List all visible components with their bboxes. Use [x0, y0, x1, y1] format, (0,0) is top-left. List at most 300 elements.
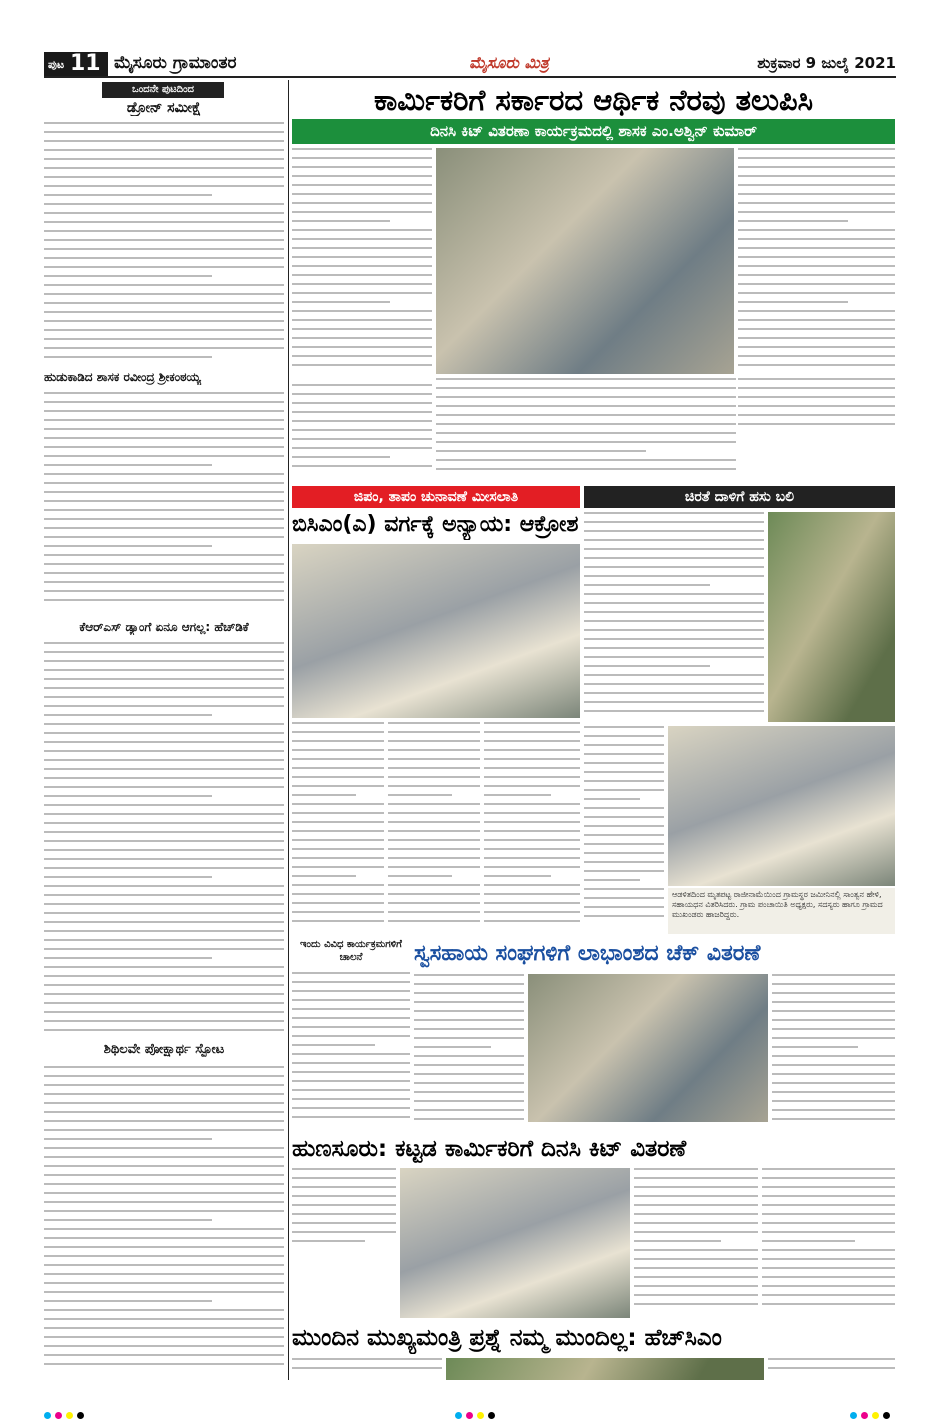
- text-line: [634, 1213, 758, 1215]
- kicker-bar: ಜಿಪಂ, ತಾಪಂ ಚುನಾವಣೆ ಮೀಸಲಾತಿ: [292, 486, 580, 508]
- text-line: [292, 749, 384, 751]
- subheadline-bar: ದಿನಸಿ ಕಿಟ್ ವಿತರಣಾ ಕಾರ್ಯಕ್ರಮದಲ್ಲಿ ಶಾಸಕ ಎಂ.ಅಶ್ವಿನ್ ಕುಮಾರ್: [292, 119, 895, 144]
- text-line: [484, 884, 580, 886]
- text-line: [292, 157, 432, 159]
- text-line: [292, 981, 410, 983]
- text-line: [44, 401, 284, 403]
- text-line: [762, 1213, 895, 1215]
- text-line: [292, 857, 384, 859]
- text-line: [44, 1011, 284, 1013]
- text-line: [584, 674, 764, 676]
- continued-label: ಒಂದನೇ ಪುಟದಿಂದ: [102, 82, 224, 98]
- text-line: [388, 902, 480, 904]
- text-line: [292, 229, 432, 231]
- text-line: [762, 1186, 895, 1188]
- text-line: [484, 875, 551, 877]
- text-line: [436, 432, 736, 434]
- news-photo: [446, 1358, 764, 1380]
- text-line: [44, 1219, 212, 1221]
- text-line: [414, 1091, 524, 1093]
- text-line: [388, 776, 480, 778]
- article-body: [738, 148, 895, 374]
- text-line: [292, 1062, 410, 1064]
- text-line: [44, 786, 284, 788]
- text-line: [292, 429, 432, 431]
- text-line: [634, 1303, 758, 1305]
- text-line: [738, 301, 848, 303]
- text-line: [44, 1120, 284, 1122]
- text-line: [762, 1240, 855, 1242]
- text-line: [292, 767, 384, 769]
- photo-caption: ಆಡಳಿತದಿಂದ ಮೃತಪಟ್ಟ ರಾಜೀನಾಮೆಯಿಂದ ಗ್ರಾಮಸ್ಥರ ಜಮೀನಿನಲ್ಲಿ ಸಾಂತ್ವನ ಹೇಳಿ, ಸಹಾಯಧನ ವಿತರಿಸಿದರು. ಗ್ರಾಮ ಪಂಚಾಯಿತಿ ಅಧ್ಯಕ್ಷರು, ಸದಸ್ಯರು ಹಾಗೂ ಗ್ರಾಮದ ಮುಖಂಡರು ಹಾಜರಿದ್ದರು.: [668, 888, 895, 934]
- text-line: [44, 840, 284, 842]
- text-line: [44, 545, 212, 547]
- article-body: [292, 972, 410, 1130]
- text-line: [484, 902, 580, 904]
- text-line: [772, 1073, 895, 1075]
- text-line: [292, 393, 432, 395]
- text-line: [44, 732, 284, 734]
- registration-marks: [850, 1404, 930, 1414]
- article-body: [738, 378, 895, 438]
- text-line: [584, 701, 764, 703]
- text-line: [584, 557, 764, 559]
- text-line: [738, 346, 895, 348]
- text-line: [738, 229, 895, 231]
- text-line: [738, 328, 895, 330]
- text-line: [584, 602, 764, 604]
- news-photo: [768, 512, 895, 722]
- black-dot: [883, 1412, 890, 1419]
- text-line: [44, 1354, 284, 1356]
- text-line: [292, 328, 432, 330]
- magenta-dot: [55, 1412, 62, 1419]
- text-line: [44, 1327, 284, 1329]
- text-line: [44, 1300, 212, 1302]
- text-line: [484, 731, 580, 733]
- text-line: [762, 1267, 895, 1269]
- yellow-dot: [872, 1412, 879, 1419]
- cyan-dot: [455, 1412, 462, 1419]
- text-line: [44, 1246, 284, 1248]
- text-line: [388, 839, 480, 841]
- text-line: [388, 740, 480, 742]
- text-line: [44, 831, 284, 833]
- text-line: [436, 468, 736, 470]
- article-body: [292, 384, 432, 480]
- text-line: [634, 1204, 758, 1206]
- text-line: [484, 758, 580, 760]
- text-line: [484, 722, 580, 724]
- text-line: [44, 1318, 284, 1320]
- text-line: [414, 1064, 524, 1066]
- text-line: [436, 459, 736, 461]
- text-line: [738, 319, 895, 321]
- text-line: [44, 768, 284, 770]
- text-line: [292, 447, 432, 449]
- text-line: [388, 803, 480, 805]
- text-line: [772, 1064, 895, 1066]
- text-line: [414, 1010, 524, 1012]
- text-line: [738, 211, 895, 213]
- text-line: [584, 647, 764, 649]
- article-body: [584, 726, 664, 930]
- article-body: [44, 392, 284, 614]
- text-line: [44, 804, 284, 806]
- text-line: [44, 777, 284, 779]
- text-line: [292, 776, 384, 778]
- kicker-bar: ಚಿರತೆ ದಾಳಿಗೆ ಹಸು ಬಲಿ: [584, 486, 895, 508]
- text-line: [292, 1168, 396, 1170]
- text-line: [44, 642, 284, 644]
- text-line: [414, 1118, 524, 1120]
- text-line: [738, 148, 895, 150]
- text-line: [762, 1204, 895, 1206]
- column-divider: [288, 80, 289, 1380]
- text-line: [44, 993, 284, 995]
- article-body: [584, 512, 764, 722]
- text-line: [44, 894, 284, 896]
- page-number-box: [44, 52, 108, 76]
- text-line: [44, 527, 284, 529]
- text-line: [634, 1294, 758, 1296]
- text-line: [584, 870, 664, 872]
- text-line: [44, 176, 284, 178]
- text-line: [772, 974, 895, 976]
- text-line: [44, 203, 284, 205]
- text-line: [44, 1309, 284, 1311]
- text-line: [44, 275, 212, 277]
- text-line: [44, 392, 284, 394]
- text-line: [634, 1195, 758, 1197]
- text-line: [44, 1291, 284, 1293]
- text-line: [738, 220, 848, 222]
- text-line: [44, 1066, 284, 1068]
- text-line: [44, 948, 284, 950]
- text-line: [772, 1001, 895, 1003]
- text-line: [44, 122, 284, 124]
- text-line: [292, 920, 384, 922]
- text-line: [44, 1336, 284, 1338]
- text-line: [388, 875, 452, 877]
- text-line: [584, 798, 640, 800]
- text-line: [292, 1017, 410, 1019]
- text-line: [388, 722, 480, 724]
- text-line: [584, 726, 664, 728]
- text-line: [292, 999, 410, 1001]
- text-line: [44, 239, 284, 241]
- text-line: [44, 320, 284, 322]
- black-dot: [488, 1412, 495, 1419]
- text-line: [44, 356, 212, 358]
- cyan-dot: [850, 1412, 857, 1419]
- text-line: [762, 1303, 895, 1305]
- text-line: [44, 500, 284, 502]
- text-line: [44, 221, 284, 223]
- text-line: [292, 438, 432, 440]
- text-line: [44, 885, 284, 887]
- text-line: [44, 984, 284, 986]
- text-line: [772, 1100, 895, 1102]
- text-line: [772, 983, 895, 985]
- article-body: [292, 1168, 396, 1250]
- text-line: [772, 1082, 895, 1084]
- text-line: [44, 158, 284, 160]
- text-line: [292, 247, 432, 249]
- text-line: [44, 660, 284, 662]
- text-line: [292, 1240, 365, 1242]
- text-line: [292, 1186, 396, 1188]
- text-line: [292, 866, 384, 868]
- news-photo: [436, 148, 734, 374]
- text-line: [634, 1258, 758, 1260]
- text-line: [44, 482, 284, 484]
- left-column: [44, 80, 284, 1380]
- text-line: [634, 1285, 758, 1287]
- text-line: [292, 337, 432, 339]
- text-line: [292, 283, 432, 285]
- text-line: [292, 355, 432, 357]
- text-line: [584, 897, 664, 899]
- text-line: [738, 202, 895, 204]
- text-line: [584, 879, 640, 881]
- text-line: [584, 656, 764, 658]
- text-line: [44, 876, 212, 878]
- text-line: [44, 293, 284, 295]
- text-line: [44, 723, 284, 725]
- article-body: [388, 722, 480, 934]
- black-dot: [77, 1412, 84, 1419]
- text-line: [292, 731, 384, 733]
- text-line: [292, 1231, 396, 1233]
- text-line: [762, 1249, 895, 1251]
- text-line: [292, 884, 384, 886]
- text-line: [484, 821, 580, 823]
- text-line: [634, 1231, 758, 1233]
- text-line: [388, 731, 480, 733]
- text-line: [634, 1276, 758, 1278]
- text-line: [738, 238, 895, 240]
- article-body: [292, 148, 432, 380]
- text-line: [44, 140, 284, 142]
- text-line: [762, 1177, 895, 1179]
- text-line: [44, 563, 284, 565]
- text-line: [414, 1037, 524, 1039]
- text-line: [772, 1046, 858, 1048]
- text-line: [292, 402, 432, 404]
- article-body: [772, 974, 895, 1130]
- text-line: [292, 238, 432, 240]
- text-line: [584, 548, 764, 550]
- text-line: [44, 185, 284, 187]
- text-line: [414, 1046, 491, 1048]
- text-line: [292, 1107, 410, 1109]
- text-line: [584, 629, 764, 631]
- text-line: [414, 1028, 524, 1030]
- text-line: [292, 456, 390, 458]
- text-line: [436, 450, 646, 452]
- text-line: [44, 230, 284, 232]
- text-line: [484, 767, 580, 769]
- text-line: [44, 714, 212, 716]
- text-line: [584, 539, 764, 541]
- text-line: [44, 1228, 284, 1230]
- text-line: [44, 302, 284, 304]
- text-line: [772, 1055, 895, 1057]
- text-line: [292, 758, 384, 760]
- text-line: [44, 696, 284, 698]
- text-line: [738, 193, 895, 195]
- text-line: [44, 912, 284, 914]
- text-line: [584, 807, 664, 809]
- headline: ಹುಣಸೂರು: ಕಟ್ಟಡ ಕಾರ್ಮಿಕರಿಗೆ ದಿನಸಿ ಕಿಟ್ ವಿತರಣೆ: [292, 1136, 687, 1162]
- text-line: [772, 992, 895, 994]
- text-line: [414, 1100, 524, 1102]
- text-line: [292, 1195, 396, 1197]
- text-line: [414, 1019, 524, 1021]
- text-line: [584, 665, 710, 667]
- text-line: [634, 1177, 758, 1179]
- text-line: [292, 1098, 410, 1100]
- text-line: [738, 175, 895, 177]
- text-line: [584, 593, 764, 595]
- text-line: [44, 1363, 284, 1365]
- text-line: [44, 167, 284, 169]
- text-line: [584, 762, 664, 764]
- text-line: [738, 283, 895, 285]
- text-line: [292, 1204, 396, 1206]
- text-line: [44, 1075, 284, 1077]
- text-line: [44, 1282, 284, 1284]
- text-line: [584, 735, 664, 737]
- text-line: [292, 1044, 375, 1046]
- text-line: [584, 834, 664, 836]
- text-line: [738, 364, 895, 366]
- text-line: [414, 1082, 524, 1084]
- text-line: [44, 669, 284, 671]
- text-line: [44, 1084, 284, 1086]
- text-line: [388, 749, 480, 751]
- text-line: [292, 211, 432, 213]
- text-line: [762, 1294, 895, 1296]
- text-line: [292, 812, 384, 814]
- news-photo: [668, 726, 895, 886]
- text-line: [292, 411, 432, 413]
- text-line: [738, 292, 895, 294]
- text-line: [292, 184, 432, 186]
- text-line: [484, 794, 551, 796]
- text-line: [292, 310, 432, 312]
- text-line: [484, 911, 580, 913]
- text-line: [634, 1249, 758, 1251]
- cyan-dot: [44, 1412, 51, 1419]
- text-line: [44, 311, 284, 313]
- text-line: [44, 1210, 284, 1212]
- text-line: [414, 1001, 524, 1003]
- masthead: ಮೈಸೂರು ಮಿತ್ರ: [469, 53, 549, 72]
- text-line: [44, 284, 284, 286]
- text-line: [292, 1008, 410, 1010]
- text-line: [584, 575, 764, 577]
- text-line: [44, 536, 284, 538]
- text-line: [388, 758, 480, 760]
- text-line: [44, 1029, 284, 1031]
- text-line: [292, 722, 384, 724]
- text-line: [292, 740, 384, 742]
- text-line: [44, 1165, 284, 1167]
- text-line: [484, 920, 580, 922]
- text-line: [634, 1222, 758, 1224]
- text-line: [584, 584, 710, 586]
- text-line: [584, 816, 664, 818]
- text-line: [44, 266, 284, 268]
- text-line: [292, 1213, 396, 1215]
- text-line: [772, 1037, 895, 1039]
- text-line: [44, 131, 284, 133]
- article-body: [768, 1358, 895, 1380]
- text-line: [738, 355, 895, 357]
- news-photo: [292, 544, 580, 718]
- text-line: [44, 329, 284, 331]
- text-line: [768, 1358, 895, 1360]
- text-line: [292, 830, 384, 832]
- text-line: [584, 638, 764, 640]
- text-line: [44, 572, 284, 574]
- text-line: [738, 387, 895, 389]
- text-line: [44, 939, 284, 941]
- text-line: [44, 338, 284, 340]
- text-line: [292, 902, 384, 904]
- text-line: [292, 202, 432, 204]
- text-line: [634, 1267, 758, 1269]
- text-line: [44, 509, 284, 511]
- text-line: [738, 247, 895, 249]
- text-line: [738, 265, 895, 267]
- text-line: [44, 822, 284, 824]
- text-line: [388, 785, 480, 787]
- text-line: [388, 911, 480, 913]
- text-line: [292, 346, 432, 348]
- text-line: [44, 705, 284, 707]
- text-line: [388, 857, 480, 859]
- text-line: [738, 337, 895, 339]
- article-body: [484, 722, 580, 934]
- text-line: [44, 419, 284, 421]
- text-line: [762, 1276, 895, 1278]
- text-line: [292, 256, 432, 258]
- text-line: [292, 420, 432, 422]
- text-line: [484, 785, 580, 787]
- text-line: [414, 974, 524, 976]
- text-line: [436, 405, 736, 407]
- text-line: [738, 157, 895, 159]
- text-line: [388, 848, 480, 850]
- text-line: [44, 347, 284, 349]
- registration-marks: [44, 1404, 124, 1414]
- text-line: [44, 1147, 284, 1149]
- text-line: [584, 611, 764, 613]
- text-line: [584, 683, 764, 685]
- headline: ಬಿಸಿಎಂ(ಎ) ವರ್ಗಕ್ಕೆ ಅನ್ಯಾಯ: ಆಕ್ರೋಶ: [292, 512, 579, 537]
- text-line: [584, 852, 664, 854]
- text-line: [584, 861, 664, 863]
- text-line: [738, 414, 895, 416]
- text-line: [584, 906, 664, 908]
- text-line: [738, 310, 895, 312]
- text-line: [436, 396, 736, 398]
- text-line: [44, 212, 284, 214]
- text-line: [292, 1222, 396, 1224]
